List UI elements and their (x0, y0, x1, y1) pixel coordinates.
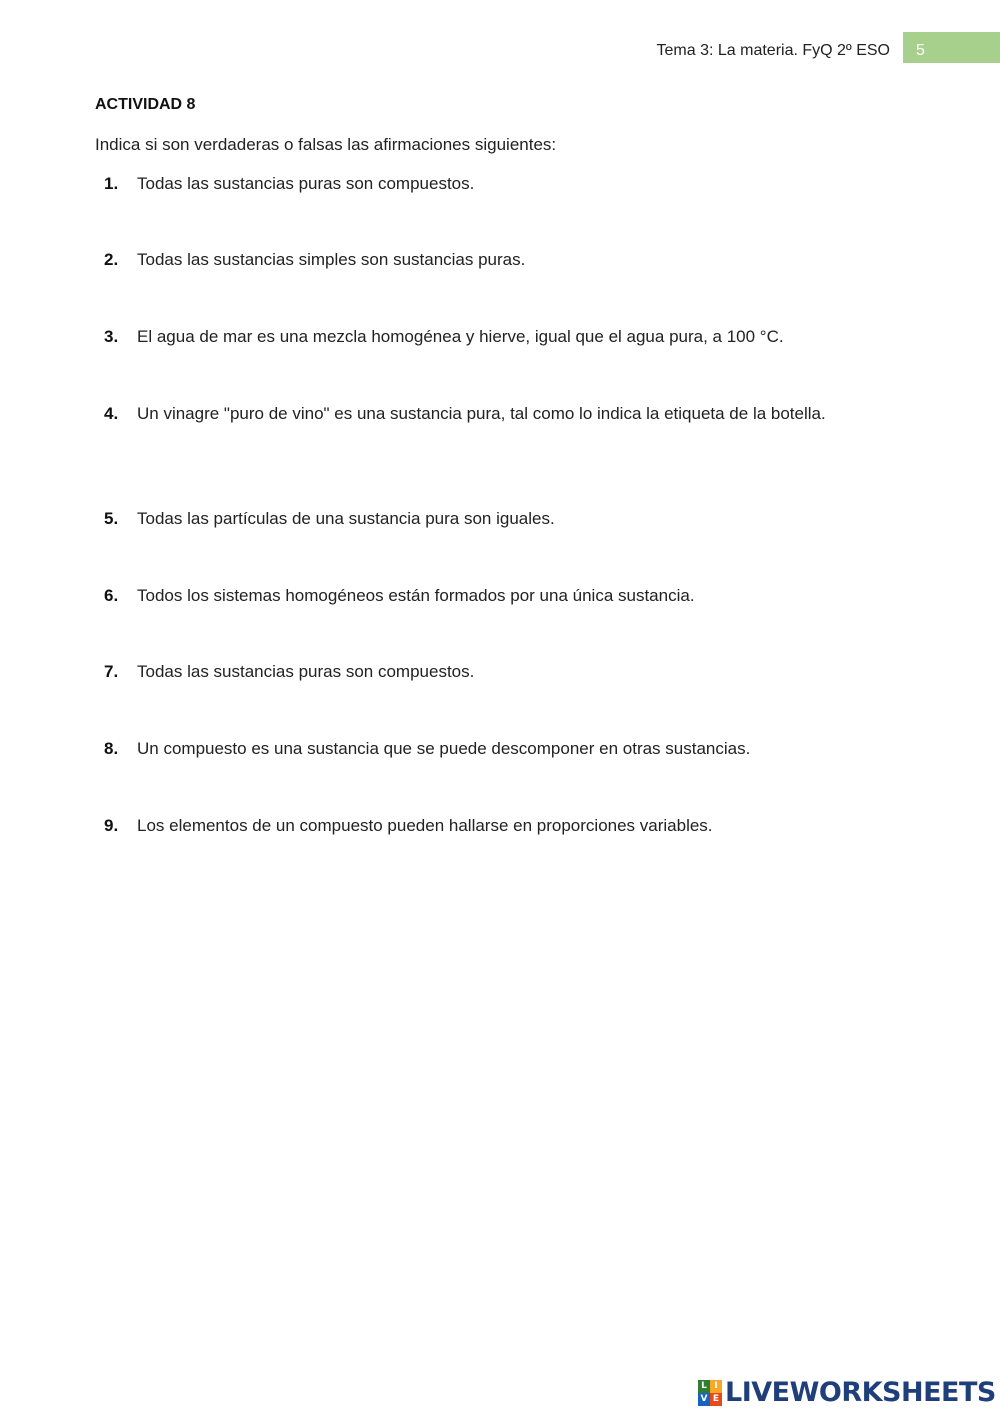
statement-number: 7. (104, 662, 119, 681)
statement-item (104, 582, 834, 610)
statement-item (104, 658, 834, 686)
statement-number: 8. (104, 739, 119, 758)
statement-number: 9. (104, 816, 119, 835)
statement-text: Todos los sistemas homogéneos están formados por una única sustancia. (137, 586, 695, 605)
statement-text: Un vinagre "puro de vino" es una sustancia pura, tal como lo indica la etiqueta de la botella. (137, 404, 826, 423)
statement-item (104, 400, 834, 428)
page-number: 5 (916, 42, 925, 59)
header-title: Tema 3: La materia. FyQ 2º ESO (656, 42, 890, 59)
statement-text: Todas las partículas de una sustancia pura son iguales. (137, 509, 555, 528)
statement-text: Todas las sustancias puras son compuestos. (137, 662, 475, 681)
statement-item (104, 735, 834, 763)
logo-mark-icon (698, 1380, 722, 1406)
statement-number: 4. (104, 404, 119, 423)
statement-text: Todas las sustancias puras son compuestos. (137, 174, 475, 193)
statement-item (104, 505, 834, 533)
activity-title: ACTIVIDAD 8 (95, 96, 196, 113)
statement-text: Un compuesto es una sustancia que se puede descomponer en otras sustancias. (137, 739, 751, 758)
statement-item (104, 323, 834, 351)
statement-number: 5. (104, 509, 119, 528)
logo-letter: L (698, 1380, 710, 1393)
statement-text: Todas las sustancias simples son sustancias puras. (137, 250, 526, 269)
statement-text: Los elementos de un compuesto pueden hallarse en proporciones variables. (137, 816, 713, 835)
logo-letter: V (698, 1393, 710, 1406)
logo-letter: I (710, 1380, 722, 1393)
page-number-box (903, 32, 1000, 63)
statement-item (104, 246, 834, 274)
activity-instructions: Indica si son verdaderas o falsas las afirmaciones siguientes: (95, 135, 557, 154)
statement-text: El agua de mar es una mezcla homogénea y hierve, igual que el agua pura, a 100 °C. (137, 327, 784, 346)
statement-number: 3. (104, 327, 119, 346)
statement-item (104, 170, 834, 198)
statement-number: 1. (104, 174, 119, 193)
logo-letter: E (710, 1393, 722, 1406)
statement-number: 2. (104, 250, 119, 269)
statement-number: 6. (104, 586, 119, 605)
logo-text: LIVEWORKSHEETS (725, 1377, 996, 1408)
liveworksheets-logo (698, 1378, 996, 1408)
statement-item (104, 812, 834, 840)
